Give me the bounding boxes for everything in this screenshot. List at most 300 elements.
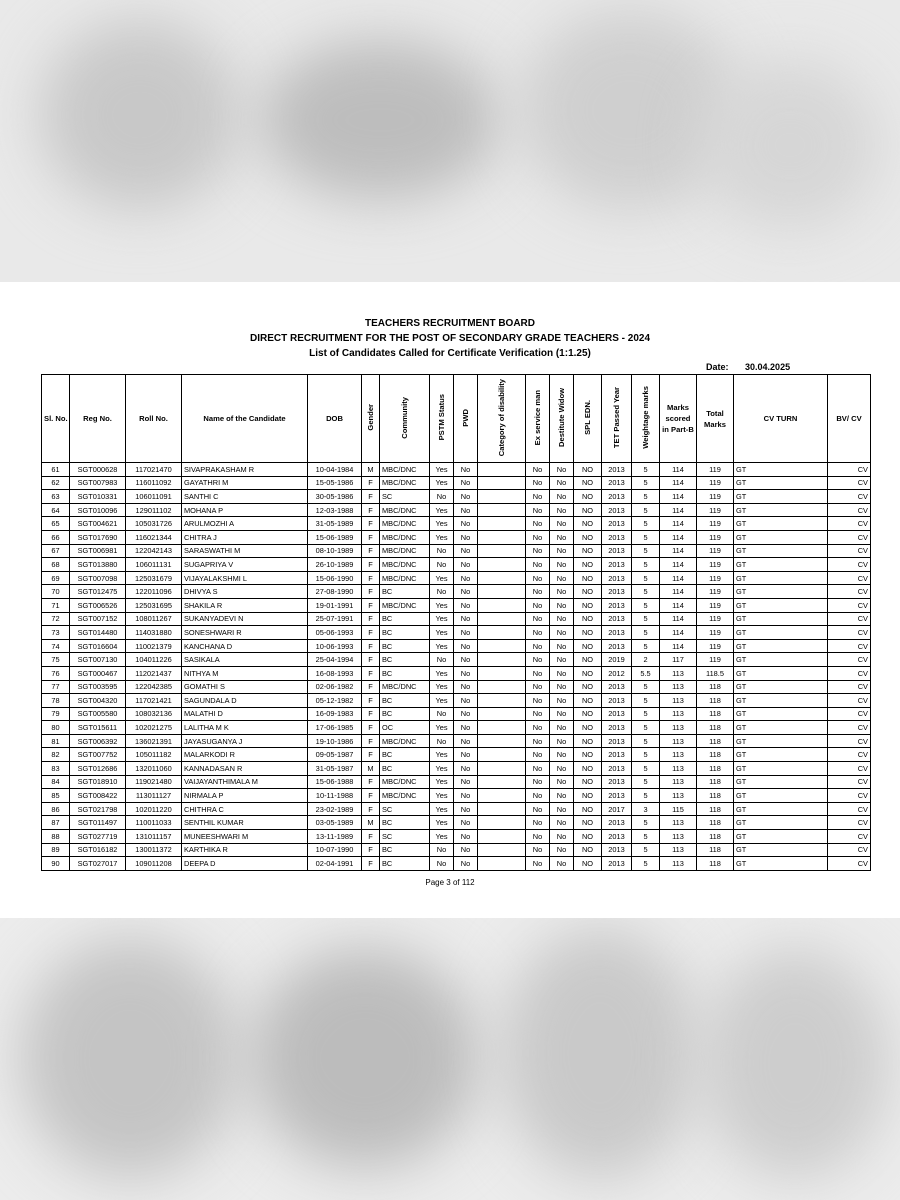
cell-reg: SGT006981 bbox=[70, 544, 126, 558]
cell-roll: 108011267 bbox=[126, 612, 182, 626]
cell-roll: 129011102 bbox=[126, 503, 182, 517]
cell-community: BC bbox=[380, 694, 430, 708]
cell-reg: SGT005580 bbox=[70, 707, 126, 721]
cell-cvturn: GT bbox=[734, 463, 828, 477]
cell-widow: No bbox=[550, 857, 574, 871]
cell-sl: 76 bbox=[42, 666, 70, 680]
cell-spl: NO bbox=[574, 585, 602, 599]
col-roll: Roll No. bbox=[126, 375, 182, 463]
cell-marks-b: 114 bbox=[660, 490, 697, 504]
cell-spl: NO bbox=[574, 816, 602, 830]
cell-pstm: Yes bbox=[430, 530, 454, 544]
cell-sl: 63 bbox=[42, 490, 70, 504]
cell-marks-b: 113 bbox=[660, 748, 697, 762]
cell-exservice: No bbox=[526, 816, 550, 830]
cell-name: KANNADASAN R bbox=[182, 762, 308, 776]
cell-exservice: No bbox=[526, 626, 550, 640]
cell-marks-b: 114 bbox=[660, 463, 697, 477]
cell-name: DHIVYA S bbox=[182, 585, 308, 599]
cell-exservice: No bbox=[526, 598, 550, 612]
cell-disability bbox=[478, 463, 526, 477]
cell-widow: No bbox=[550, 721, 574, 735]
cell-widow: No bbox=[550, 748, 574, 762]
cell-cvturn: GT bbox=[734, 626, 828, 640]
cell-sl: 61 bbox=[42, 463, 70, 477]
cell-cvturn: GT bbox=[734, 789, 828, 803]
cell-community: MBC/DNC bbox=[380, 789, 430, 803]
cell-bvcv: CV bbox=[828, 830, 871, 844]
cell-weightage: 5 bbox=[632, 463, 660, 477]
cell-reg: SGT016604 bbox=[70, 639, 126, 653]
cell-bvcv: CV bbox=[828, 680, 871, 694]
cell-total: 119 bbox=[697, 585, 734, 599]
cell-pwd: No bbox=[454, 775, 478, 789]
cell-cvturn: GT bbox=[734, 721, 828, 735]
cell-pwd: No bbox=[454, 571, 478, 585]
cell-dob: 08-10-1989 bbox=[308, 544, 362, 558]
cell-tet: 2013 bbox=[602, 476, 632, 490]
cell-widow: No bbox=[550, 490, 574, 504]
cell-pwd: No bbox=[454, 843, 478, 857]
cell-disability bbox=[478, 666, 526, 680]
cell-widow: No bbox=[550, 707, 574, 721]
date-row bbox=[706, 362, 790, 372]
cell-pwd: No bbox=[454, 721, 478, 735]
cell-name: SENTHIL KUMAR bbox=[182, 816, 308, 830]
col-disability: Category of disability bbox=[478, 375, 526, 463]
cell-marks-b: 113 bbox=[660, 830, 697, 844]
cell-exservice: No bbox=[526, 802, 550, 816]
cell-marks-b: 113 bbox=[660, 734, 697, 748]
cell-pstm: No bbox=[430, 653, 454, 667]
cell-pwd: No bbox=[454, 530, 478, 544]
cell-roll: 122042385 bbox=[126, 680, 182, 694]
cell-pstm: Yes bbox=[430, 503, 454, 517]
cell-community: BC bbox=[380, 857, 430, 871]
cell-roll: 117021470 bbox=[126, 463, 182, 477]
cell-roll: 106011131 bbox=[126, 558, 182, 572]
cell-sl: 70 bbox=[42, 585, 70, 599]
cell-spl: NO bbox=[574, 748, 602, 762]
col-bvcv: BV/ CV bbox=[828, 375, 871, 463]
cell-pwd: No bbox=[454, 734, 478, 748]
cell-cvturn: GT bbox=[734, 653, 828, 667]
cell-reg: SGT004320 bbox=[70, 694, 126, 708]
cell-roll: 110021379 bbox=[126, 639, 182, 653]
cell-spl: NO bbox=[574, 517, 602, 531]
col-dob: DOB bbox=[308, 375, 362, 463]
cell-disability bbox=[478, 598, 526, 612]
cell-name: SONESHWARI R bbox=[182, 626, 308, 640]
cell-weightage: 5 bbox=[632, 544, 660, 558]
cell-cvturn: GT bbox=[734, 775, 828, 789]
cell-sl: 73 bbox=[42, 626, 70, 640]
cell-exservice: No bbox=[526, 843, 550, 857]
cell-community: BC bbox=[380, 843, 430, 857]
cell-total: 119 bbox=[697, 653, 734, 667]
cell-community: MBC/DNC bbox=[380, 571, 430, 585]
cell-weightage: 5 bbox=[632, 762, 660, 776]
cell-bvcv: CV bbox=[828, 544, 871, 558]
table-row bbox=[42, 503, 871, 517]
cell-spl: NO bbox=[574, 612, 602, 626]
table-row bbox=[42, 843, 871, 857]
cell-community: BC bbox=[380, 585, 430, 599]
cell-reg: SGT006392 bbox=[70, 734, 126, 748]
cell-pwd: No bbox=[454, 816, 478, 830]
cell-tet: 2013 bbox=[602, 680, 632, 694]
cell-widow: No bbox=[550, 775, 574, 789]
cell-community: BC bbox=[380, 762, 430, 776]
cell-disability bbox=[478, 857, 526, 871]
cell-gender: M bbox=[362, 816, 380, 830]
cell-name: SUKANYADEVI N bbox=[182, 612, 308, 626]
cell-disability bbox=[478, 653, 526, 667]
cell-name: ARULMOZHI A bbox=[182, 517, 308, 531]
cell-bvcv: CV bbox=[828, 775, 871, 789]
cell-roll: 132011060 bbox=[126, 762, 182, 776]
cell-pstm: No bbox=[430, 857, 454, 871]
cell-roll: 130011372 bbox=[126, 843, 182, 857]
cell-name: VIJAYALAKSHMI L bbox=[182, 571, 308, 585]
cell-roll: 102011220 bbox=[126, 802, 182, 816]
cell-marks-b: 113 bbox=[660, 789, 697, 803]
cell-pstm: Yes bbox=[430, 598, 454, 612]
cell-roll: 116011092 bbox=[126, 476, 182, 490]
cell-spl: NO bbox=[574, 843, 602, 857]
cell-bvcv: CV bbox=[828, 585, 871, 599]
document-header bbox=[0, 316, 900, 361]
cell-pstm: Yes bbox=[430, 802, 454, 816]
cell-pstm: Yes bbox=[430, 666, 454, 680]
cell-reg: SGT010331 bbox=[70, 490, 126, 504]
cell-bvcv: CV bbox=[828, 857, 871, 871]
cell-community: MBC/DNC bbox=[380, 598, 430, 612]
cell-dob: 13-11-1989 bbox=[308, 830, 362, 844]
cell-name: NITHYA M bbox=[182, 666, 308, 680]
cell-reg: SGT007983 bbox=[70, 476, 126, 490]
cell-tet: 2013 bbox=[602, 517, 632, 531]
table-row bbox=[42, 639, 871, 653]
cell-spl: NO bbox=[574, 463, 602, 477]
cell-pwd: No bbox=[454, 653, 478, 667]
cell-gender: F bbox=[362, 802, 380, 816]
table-row bbox=[42, 598, 871, 612]
cell-marks-b: 114 bbox=[660, 626, 697, 640]
cell-name: SHAKILA R bbox=[182, 598, 308, 612]
cell-pwd: No bbox=[454, 490, 478, 504]
cell-pstm: No bbox=[430, 707, 454, 721]
cell-widow: No bbox=[550, 789, 574, 803]
cell-spl: NO bbox=[574, 680, 602, 694]
cell-exservice: No bbox=[526, 680, 550, 694]
cell-reg: SGT013880 bbox=[70, 558, 126, 572]
cell-total: 118.5 bbox=[697, 666, 734, 680]
cell-cvturn: GT bbox=[734, 503, 828, 517]
cell-name: KARTHIKA R bbox=[182, 843, 308, 857]
cell-reg: SGT015611 bbox=[70, 721, 126, 735]
cell-widow: No bbox=[550, 694, 574, 708]
cell-pwd: No bbox=[454, 707, 478, 721]
cell-community: MBC/DNC bbox=[380, 517, 430, 531]
table-header-row bbox=[42, 375, 871, 463]
cell-sl: 81 bbox=[42, 734, 70, 748]
cell-reg: SGT007130 bbox=[70, 653, 126, 667]
cell-exservice: No bbox=[526, 530, 550, 544]
cell-roll: 104011226 bbox=[126, 653, 182, 667]
cell-marks-b: 115 bbox=[660, 802, 697, 816]
page-number: Page 3 of 112 bbox=[425, 878, 475, 887]
cell-total: 118 bbox=[697, 680, 734, 694]
cell-sl: 69 bbox=[42, 571, 70, 585]
cell-gender: F bbox=[362, 639, 380, 653]
cell-gender: F bbox=[362, 707, 380, 721]
cell-spl: NO bbox=[574, 734, 602, 748]
cell-dob: 05-06-1993 bbox=[308, 626, 362, 640]
cell-cvturn: GT bbox=[734, 734, 828, 748]
cell-weightage: 5 bbox=[632, 530, 660, 544]
cell-name: VAIJAYANTHIMALA M bbox=[182, 775, 308, 789]
cell-dob: 19-01-1991 bbox=[308, 598, 362, 612]
cell-pstm: Yes bbox=[430, 721, 454, 735]
cell-spl: NO bbox=[574, 830, 602, 844]
cell-weightage: 5 bbox=[632, 843, 660, 857]
cell-disability bbox=[478, 802, 526, 816]
cell-disability bbox=[478, 612, 526, 626]
cell-tet: 2013 bbox=[602, 598, 632, 612]
cell-widow: No bbox=[550, 476, 574, 490]
cell-bvcv: CV bbox=[828, 571, 871, 585]
cell-name: MUNEESHWARI M bbox=[182, 830, 308, 844]
col-pstm: PSTM Status bbox=[430, 375, 454, 463]
cell-tet: 2013 bbox=[602, 816, 632, 830]
cell-bvcv: CV bbox=[828, 476, 871, 490]
cell-name: SANTHI C bbox=[182, 490, 308, 504]
cell-sl: 74 bbox=[42, 639, 70, 653]
cell-gender: F bbox=[362, 694, 380, 708]
cell-gender: F bbox=[362, 490, 380, 504]
cell-marks-b: 114 bbox=[660, 558, 697, 572]
cell-total: 118 bbox=[697, 830, 734, 844]
cell-widow: No bbox=[550, 571, 574, 585]
cell-community: MBC/DNC bbox=[380, 503, 430, 517]
cell-disability bbox=[478, 816, 526, 830]
cell-sl: 72 bbox=[42, 612, 70, 626]
cell-cvturn: GT bbox=[734, 585, 828, 599]
cell-reg: SGT012475 bbox=[70, 585, 126, 599]
cell-sl: 65 bbox=[42, 517, 70, 531]
cell-bvcv: CV bbox=[828, 463, 871, 477]
cell-name: MALATHI D bbox=[182, 707, 308, 721]
cell-total: 118 bbox=[697, 789, 734, 803]
cell-exservice: No bbox=[526, 857, 550, 871]
cell-disability bbox=[478, 721, 526, 735]
cell-dob: 30-05-1986 bbox=[308, 490, 362, 504]
cell-sl: 90 bbox=[42, 857, 70, 871]
cell-roll: 105011182 bbox=[126, 748, 182, 762]
cell-tet: 2013 bbox=[602, 762, 632, 776]
cell-disability bbox=[478, 734, 526, 748]
cell-bvcv: CV bbox=[828, 626, 871, 640]
cell-disability bbox=[478, 707, 526, 721]
cell-roll: 106011091 bbox=[126, 490, 182, 504]
cell-total: 118 bbox=[697, 734, 734, 748]
cell-roll: 105031726 bbox=[126, 517, 182, 531]
cell-weightage: 5 bbox=[632, 734, 660, 748]
cell-total: 119 bbox=[697, 598, 734, 612]
cell-community: MBC/DNC bbox=[380, 544, 430, 558]
cell-spl: NO bbox=[574, 775, 602, 789]
cell-widow: No bbox=[550, 639, 574, 653]
cell-weightage: 5.5 bbox=[632, 666, 660, 680]
cell-name: SAGUNDALA D bbox=[182, 694, 308, 708]
cell-widow: No bbox=[550, 653, 574, 667]
cell-community: BC bbox=[380, 639, 430, 653]
cell-total: 119 bbox=[697, 571, 734, 585]
table-row bbox=[42, 721, 871, 735]
cell-tet: 2013 bbox=[602, 721, 632, 735]
cell-dob: 27-08-1990 bbox=[308, 585, 362, 599]
cell-community: BC bbox=[380, 748, 430, 762]
cell-pwd: No bbox=[454, 517, 478, 531]
cell-cvturn: GT bbox=[734, 530, 828, 544]
cell-marks-b: 114 bbox=[660, 476, 697, 490]
cell-gender: F bbox=[362, 598, 380, 612]
cell-community: BC bbox=[380, 612, 430, 626]
cell-widow: No bbox=[550, 612, 574, 626]
cell-gender: F bbox=[362, 830, 380, 844]
cell-tet: 2013 bbox=[602, 694, 632, 708]
cell-disability bbox=[478, 558, 526, 572]
cell-widow: No bbox=[550, 463, 574, 477]
cell-weightage: 5 bbox=[632, 476, 660, 490]
cell-total: 118 bbox=[697, 816, 734, 830]
col-marks-b: Marks scored in Part-B bbox=[660, 375, 697, 463]
cell-total: 119 bbox=[697, 463, 734, 477]
cell-pstm: No bbox=[430, 734, 454, 748]
cell-name: GAYATHRI M bbox=[182, 476, 308, 490]
cell-dob: 10-11-1988 bbox=[308, 789, 362, 803]
cell-cvturn: GT bbox=[734, 639, 828, 653]
cell-bvcv: CV bbox=[828, 694, 871, 708]
cell-widow: No bbox=[550, 530, 574, 544]
cell-marks-b: 113 bbox=[660, 666, 697, 680]
cell-roll: 122011096 bbox=[126, 585, 182, 599]
cell-pstm: Yes bbox=[430, 463, 454, 477]
cell-disability bbox=[478, 530, 526, 544]
cell-sl: 88 bbox=[42, 830, 70, 844]
cell-dob: 25-04-1994 bbox=[308, 653, 362, 667]
cell-spl: NO bbox=[574, 666, 602, 680]
cell-dob: 17-06-1985 bbox=[308, 721, 362, 735]
cell-total: 118 bbox=[697, 707, 734, 721]
cell-disability bbox=[478, 503, 526, 517]
cell-tet: 2013 bbox=[602, 734, 632, 748]
cell-roll: 112021437 bbox=[126, 666, 182, 680]
table-row bbox=[42, 517, 871, 531]
cell-spl: NO bbox=[574, 503, 602, 517]
cell-name: SARASWATHI M bbox=[182, 544, 308, 558]
col-cvturn: CV TURN bbox=[734, 375, 828, 463]
cell-dob: 15-06-1989 bbox=[308, 530, 362, 544]
cell-marks-b: 114 bbox=[660, 503, 697, 517]
cell-bvcv: CV bbox=[828, 734, 871, 748]
cell-disability bbox=[478, 789, 526, 803]
cell-dob: 05-12-1982 bbox=[308, 694, 362, 708]
cell-dob: 31-05-1987 bbox=[308, 762, 362, 776]
cell-gender: F bbox=[362, 517, 380, 531]
cell-sl: 68 bbox=[42, 558, 70, 572]
cell-community: MBC/DNC bbox=[380, 476, 430, 490]
cell-sl: 75 bbox=[42, 653, 70, 667]
cell-disability bbox=[478, 626, 526, 640]
cell-reg: SGT017690 bbox=[70, 530, 126, 544]
cell-name: MOHANA P bbox=[182, 503, 308, 517]
cell-reg: SGT011497 bbox=[70, 816, 126, 830]
cell-pwd: No bbox=[454, 857, 478, 871]
table-row bbox=[42, 653, 871, 667]
cell-pstm: Yes bbox=[430, 517, 454, 531]
cell-gender: F bbox=[362, 544, 380, 558]
cell-weightage: 3 bbox=[632, 802, 660, 816]
table-row bbox=[42, 748, 871, 762]
cell-weightage: 5 bbox=[632, 626, 660, 640]
recruitment-title: DIRECT RECRUITMENT FOR THE POST OF SECONDARY GRADE TEACHERS - 2024 bbox=[249, 333, 651, 344]
cell-total: 119 bbox=[697, 490, 734, 504]
cell-bvcv: CV bbox=[828, 530, 871, 544]
cell-name: DEEPA D bbox=[182, 857, 308, 871]
cell-spl: NO bbox=[574, 707, 602, 721]
cell-sl: 84 bbox=[42, 775, 70, 789]
cell-tet: 2013 bbox=[602, 585, 632, 599]
cell-weightage: 5 bbox=[632, 816, 660, 830]
cell-weightage: 5 bbox=[632, 789, 660, 803]
cell-pwd: No bbox=[454, 585, 478, 599]
cell-roll: 116021344 bbox=[126, 530, 182, 544]
cell-total: 119 bbox=[697, 503, 734, 517]
cell-gender: F bbox=[362, 476, 380, 490]
table-row bbox=[42, 680, 871, 694]
cell-dob: 23-02-1989 bbox=[308, 802, 362, 816]
cell-spl: NO bbox=[574, 598, 602, 612]
cell-bvcv: CV bbox=[828, 802, 871, 816]
table-row bbox=[42, 762, 871, 776]
cell-exservice: No bbox=[526, 789, 550, 803]
cell-pstm: Yes bbox=[430, 748, 454, 762]
cell-disability bbox=[478, 639, 526, 653]
col-gender: Gender bbox=[362, 375, 380, 463]
cell-marks-b: 113 bbox=[660, 816, 697, 830]
cell-exservice: No bbox=[526, 653, 550, 667]
cell-weightage: 5 bbox=[632, 694, 660, 708]
cell-name: CHITRA J bbox=[182, 530, 308, 544]
cell-tet: 2013 bbox=[602, 530, 632, 544]
cell-spl: NO bbox=[574, 544, 602, 558]
cell-spl: NO bbox=[574, 857, 602, 871]
cell-marks-b: 114 bbox=[660, 530, 697, 544]
cell-disability bbox=[478, 585, 526, 599]
cell-reg: SGT007152 bbox=[70, 612, 126, 626]
cell-marks-b: 113 bbox=[660, 707, 697, 721]
cell-tet: 2017 bbox=[602, 802, 632, 816]
cell-total: 119 bbox=[697, 639, 734, 653]
col-weightage: Weightage marks bbox=[632, 375, 660, 463]
cell-reg: SGT027719 bbox=[70, 830, 126, 844]
cell-marks-b: 113 bbox=[660, 694, 697, 708]
cell-gender: F bbox=[362, 571, 380, 585]
cell-weightage: 5 bbox=[632, 598, 660, 612]
cell-sl: 86 bbox=[42, 802, 70, 816]
